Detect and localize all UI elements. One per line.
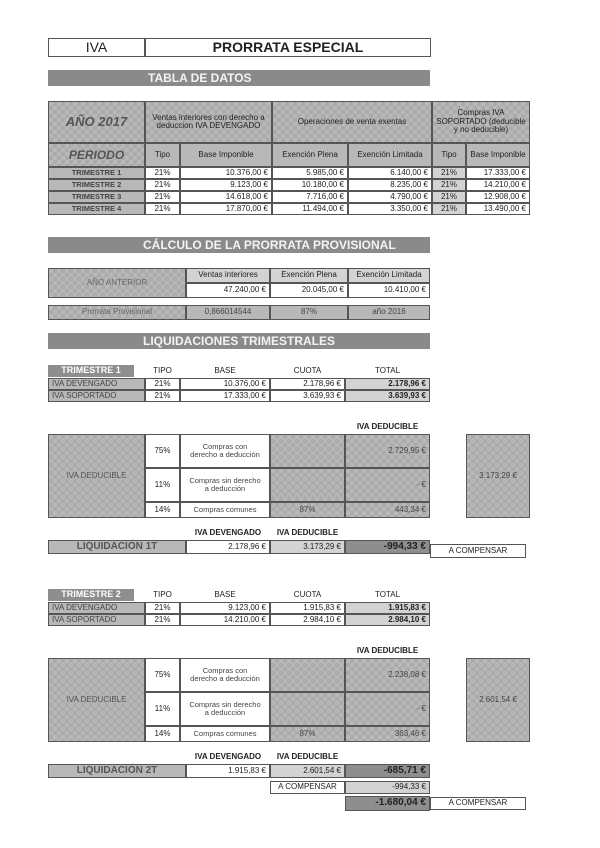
sop-cuota: 3.639,93 €	[270, 390, 345, 402]
row-label: TRIMESTRE 4	[48, 203, 145, 215]
dev-tipo: 21%	[145, 378, 180, 390]
ded-pct: 75%	[145, 658, 180, 692]
sub-tipo: Tipo	[145, 143, 180, 167]
liq-res: -685,71 €	[345, 764, 430, 778]
dev-tipo: 21%	[145, 602, 180, 614]
ded-value: - €	[345, 692, 430, 726]
dev-base: 9.123,00 €	[180, 602, 270, 614]
liq-label: LIQUIDACIÓN 1T	[48, 540, 186, 554]
col-compras-head: Compras IVA SOPORTADO (deducible y no deducible)	[432, 101, 530, 143]
row-tipo2: 21%	[432, 191, 466, 203]
section-band-tabla: TABLA DE DATOS	[48, 70, 430, 86]
col-ventas-head: Ventas interiores con derecho a deduccion IVA DEVENGADO	[145, 101, 272, 143]
ded-pct: 11%	[145, 692, 180, 726]
header-left-text: IVA	[85, 39, 108, 56]
sop-base: 14.210,00 €	[180, 614, 270, 626]
ded-pct: 14%	[145, 502, 180, 518]
row-label: TRIMESTRE 1	[48, 167, 145, 179]
row-limitada: 3.350,00 €	[348, 203, 432, 215]
row-plena: 11.494,00 €	[272, 203, 348, 215]
ded-desc: Compras sin derecho a deducción	[180, 468, 270, 502]
row-base: 14.618,00 €	[180, 191, 272, 203]
iva-ded-label: IVA DEDUCIBLE	[48, 434, 145, 518]
header-right-text: PRORRATA ESPECIAL	[212, 39, 364, 56]
h-ventas: Ventas interiores	[186, 268, 270, 283]
row-base: 9.123,00 €	[180, 179, 272, 191]
section-band-liquidaciones: LIQUIDACIONES TRIMESTRALES	[48, 333, 430, 349]
row-tipo: 21%	[145, 179, 180, 191]
q2-compensar: A COMPENSAR	[430, 797, 526, 810]
ded-prorrata	[270, 692, 345, 726]
prorrata-anio: año 2016	[348, 305, 430, 320]
sop-label: IVA SOPORTADO	[48, 390, 145, 402]
dev-cuota: 2.178,96 €	[270, 378, 345, 390]
h-cuota: CUOTA	[293, 589, 322, 599]
row-plena: 10.180,00 €	[272, 179, 348, 191]
liq-dev: 1.915,83 €	[186, 764, 270, 778]
dev-total: 1.915,83 €	[345, 602, 430, 614]
row-plena: 5.985,00 €	[272, 167, 348, 179]
total-ded-box: 3.173,29 €	[466, 434, 530, 518]
sub-tipo2: Tipo	[432, 143, 466, 167]
liq-ded: 3.173,29 €	[270, 540, 345, 554]
row-base: 10.376,00 €	[180, 167, 272, 179]
sop-total: 3.639,93 €	[345, 390, 430, 402]
ded-pct: 75%	[145, 434, 180, 468]
dev-label: IVA DEVENGADO	[48, 602, 145, 614]
row-tipo2: 21%	[432, 167, 466, 179]
sub-plena: Exención Plena	[272, 143, 348, 167]
sop-label: IVA SOPORTADO	[48, 614, 145, 626]
row-label: TRIMESTRE 2	[48, 179, 145, 191]
h-total: TOTAL	[374, 589, 401, 599]
sop-tipo: 21%	[145, 614, 180, 626]
ded-prorrata	[270, 658, 345, 692]
ded-value: 363,46 €	[345, 726, 430, 742]
liq-h-ded: IVA DEDUCIBLE	[276, 752, 339, 762]
row-base2: 12.908,00 €	[466, 191, 530, 203]
row-tipo2: 21%	[432, 179, 466, 191]
col-operaciones-head: Operaciones de venta exentas	[272, 101, 432, 143]
liq-h-dev: IVA DEVENGADO	[194, 752, 262, 762]
total-ded-box: 2.601,54 €	[466, 658, 530, 742]
sub-limitada: Exención Limitada	[348, 143, 432, 167]
sop-tipo: 21%	[145, 390, 180, 402]
dev-label: IVA DEVENGADO	[48, 378, 145, 390]
h-limitada: Exención Limitada	[348, 268, 430, 283]
dev-base: 10.376,00 €	[180, 378, 270, 390]
dev-cuota: 1.915,83 €	[270, 602, 345, 614]
row-base: 17.870,00 €	[180, 203, 272, 215]
row-plena: 7.716,00 €	[272, 191, 348, 203]
row-tipo2: 21%	[432, 203, 466, 215]
dev-total: 2.178,96 €	[345, 378, 430, 390]
liq-h-dev: IVA DEVENGADO	[194, 528, 262, 538]
q2-compensar-prev: -994,33 €	[345, 781, 430, 794]
q2-compensar-label: A COMPENSAR	[270, 781, 345, 794]
v-limitada: 10.410,00 €	[348, 283, 430, 298]
ded-value: - €	[345, 468, 430, 502]
h-cuota: CUOTA	[293, 365, 322, 375]
sop-total: 2.984,10 €	[345, 614, 430, 626]
h-total: TOTAL	[374, 365, 401, 375]
sub-base2: Base Imponible	[466, 143, 530, 167]
ded-value: 2.238,08 €	[345, 658, 430, 692]
anio-anterior-cell: AÑO ANTERIOR	[48, 268, 186, 298]
sop-cuota: 2.984,10 €	[270, 614, 345, 626]
q2-final-total: -1.680,04 €	[345, 796, 430, 811]
ded-value: 2.729,95 €	[345, 434, 430, 468]
prorrata-label: Prorrata Provisional	[48, 305, 186, 320]
ded-pct: 11%	[145, 468, 180, 502]
sub-base: Base Imponible	[180, 143, 272, 167]
row-tipo: 21%	[145, 167, 180, 179]
row-tipo: 21%	[145, 203, 180, 215]
ded-desc: Compras con derecho a deducción	[180, 434, 270, 468]
ded-value: 443,34 €	[345, 502, 430, 518]
row-limitada: 4.790,00 €	[348, 191, 432, 203]
liq-dev: 2.178,96 €	[186, 540, 270, 554]
h-plena: Exención Plena	[270, 268, 348, 283]
liq-label: LIQUIDACIÓN 2T	[48, 764, 186, 778]
sop-base: 17.333,00 €	[180, 390, 270, 402]
ded-pct: 14%	[145, 726, 180, 742]
iva-ded-label: IVA DEDUCIBLE	[48, 658, 145, 742]
ded-prorrata	[270, 468, 345, 502]
row-limitada: 8.235,00 €	[348, 179, 432, 191]
periodo-cell: PERIODO	[48, 143, 145, 167]
ded-desc: Compras sin derecho a deducción	[180, 692, 270, 726]
h-tipo: TIPO	[153, 365, 172, 375]
row-base2: 14.210,00 €	[466, 179, 530, 191]
ded-prorrata	[270, 434, 345, 468]
row-base2: 17.333,00 €	[466, 167, 530, 179]
liq-ded: 2.601,54 €	[270, 764, 345, 778]
h-base: BASE	[214, 589, 236, 599]
year-cell: AÑO 2017	[48, 101, 145, 143]
iva-ded-head: IVA DEDUCIBLE	[356, 421, 419, 431]
liq-res: -994,33 €	[345, 540, 430, 554]
prorrata-pct: 87%	[270, 305, 348, 320]
row-limitada: 6.140,00 €	[348, 167, 432, 179]
quarter-title: TRIMESTRE 2	[48, 589, 134, 601]
q1-compensar: A COMPENSAR	[430, 544, 526, 558]
ded-prorrata: 87%	[270, 502, 345, 518]
ded-desc: Compras comunes	[180, 502, 270, 518]
prorrata-value: 0,866014544	[186, 305, 270, 320]
liq-h-ded: IVA DEDUCIBLE	[276, 528, 339, 538]
row-base2: 13.490,00 €	[466, 203, 530, 215]
v-plena: 20.045,00 €	[270, 283, 348, 298]
v-ventas: 47.240,00 €	[186, 283, 270, 298]
quarter-title: TRIMESTRE 1	[48, 365, 134, 377]
h-tipo: TIPO	[153, 589, 172, 599]
h-base: BASE	[214, 365, 236, 375]
ded-prorrata: 87%	[270, 726, 345, 742]
iva-ded-head: IVA DEDUCIBLE	[356, 645, 419, 655]
row-label: TRIMESTRE 3	[48, 191, 145, 203]
row-tipo: 21%	[145, 191, 180, 203]
ded-desc: Compras comunes	[180, 726, 270, 742]
section-band-calculo: CÁLCULO DE LA PRORRATA PROVISIONAL	[48, 237, 430, 253]
ded-desc: Compras con derecho a deducción	[180, 658, 270, 692]
